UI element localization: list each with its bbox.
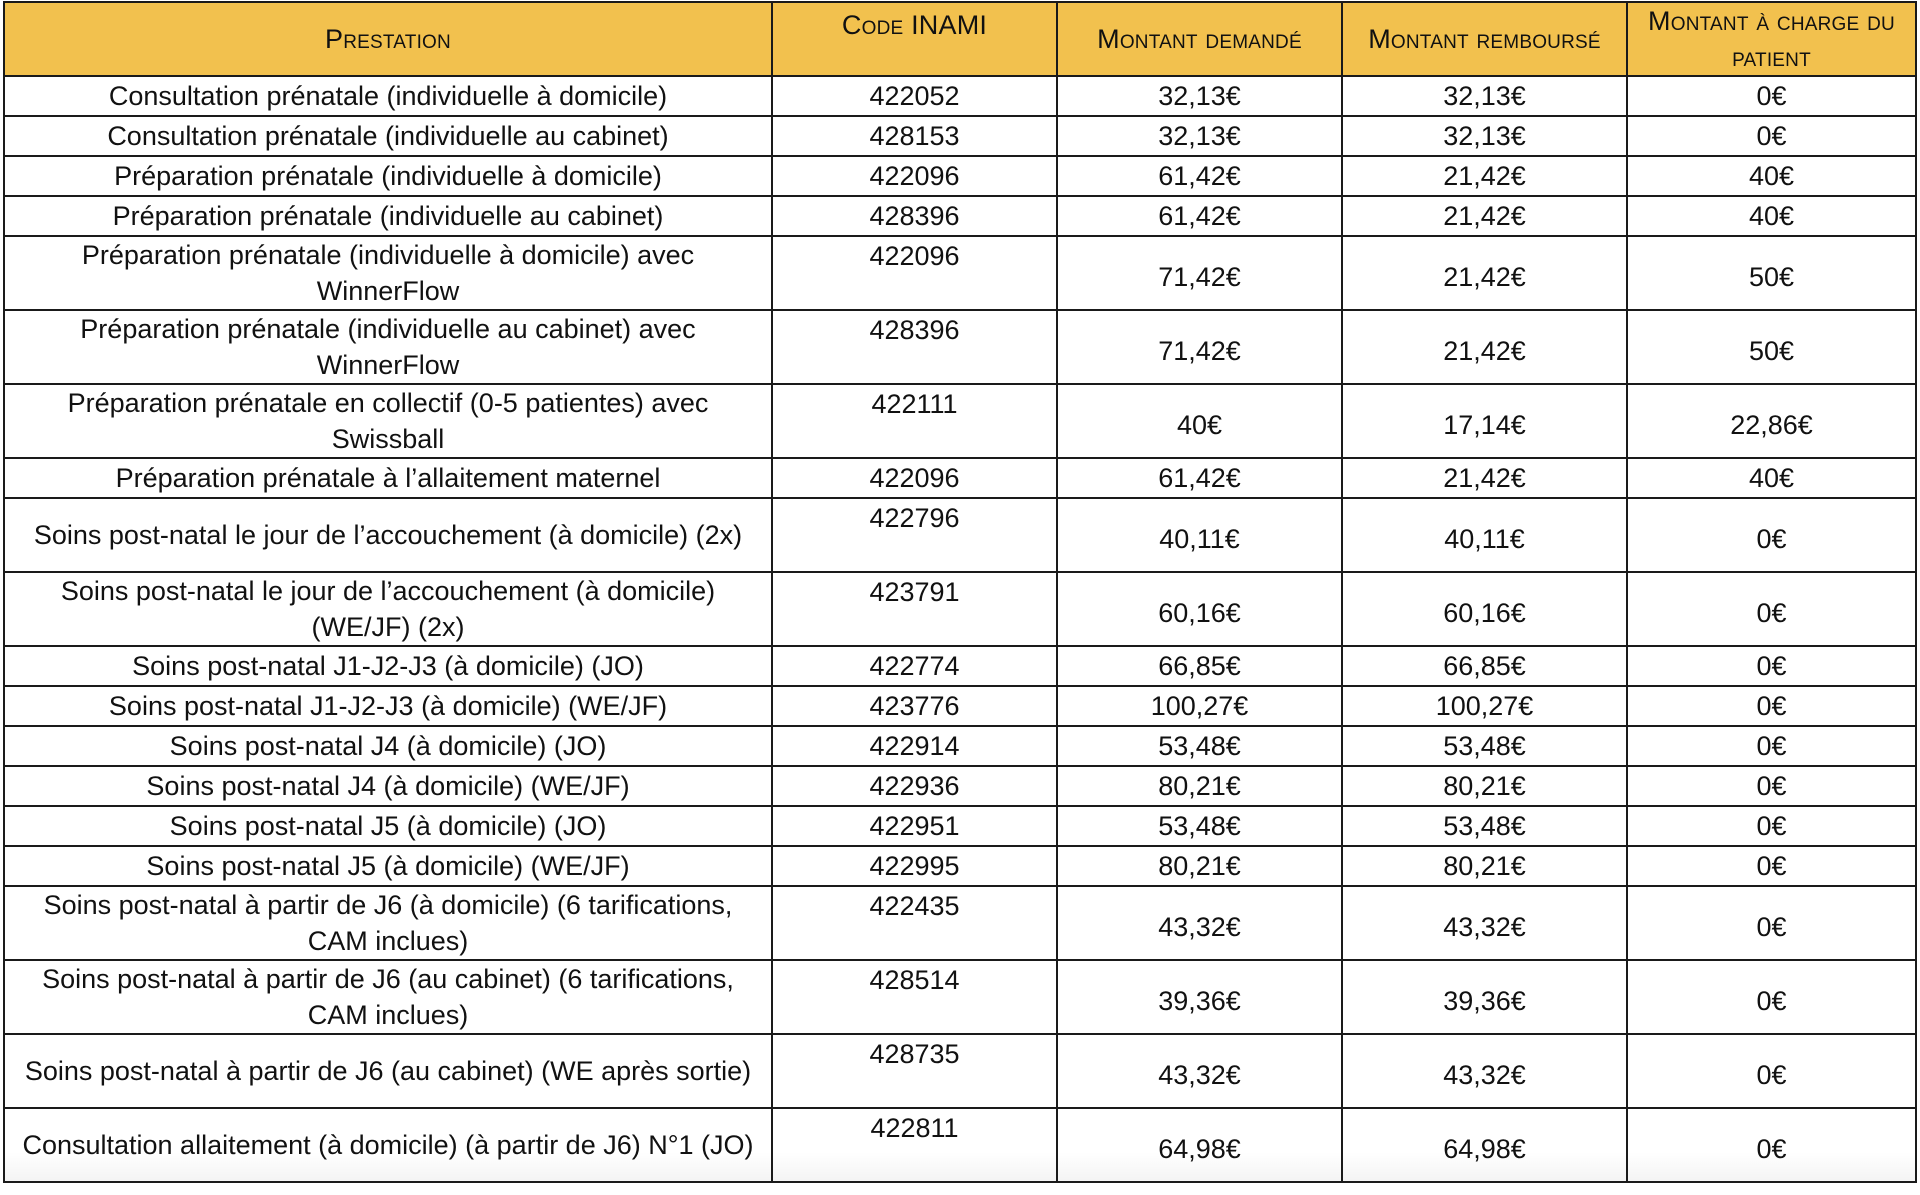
- cell-montant-rembourse: 39,36€: [1342, 960, 1627, 1034]
- cell-montant-patient: 0€: [1627, 806, 1916, 846]
- cell-code-inami: 422811: [772, 1108, 1057, 1182]
- cell-montant-rembourse: 17,14€: [1342, 384, 1627, 458]
- cell-montant-patient: 0€: [1627, 960, 1916, 1034]
- header-montant-demande: Montant demandé: [1057, 2, 1342, 76]
- cell-code-inami: 422995: [772, 846, 1057, 886]
- cell-code-inami: 423791: [772, 572, 1057, 646]
- table-row: [4, 196, 1916, 236]
- cell-code-inami: 422951: [772, 806, 1057, 846]
- cell-code-inami: 428735: [772, 1034, 1057, 1108]
- cell-code-inami: 422096: [772, 156, 1057, 196]
- table-header: [4, 2, 1916, 76]
- cell-prestation: Préparation prénatale (individuelle au cabinet): [4, 196, 772, 236]
- table-row: [4, 766, 1916, 806]
- cell-montant-rembourse: 21,42€: [1342, 458, 1627, 498]
- header-prestation: Prestation: [4, 2, 772, 76]
- cell-montant-demande: 71,42€: [1057, 310, 1342, 384]
- table-row: [4, 1108, 1916, 1182]
- cell-montant-demande: 61,42€: [1057, 196, 1342, 236]
- table-row: [4, 646, 1916, 686]
- table-row: [4, 686, 1916, 726]
- cell-montant-patient: 22,86€: [1627, 384, 1916, 458]
- table-row: [4, 806, 1916, 846]
- cell-code-inami: 428396: [772, 310, 1057, 384]
- cell-prestation: Consultation prénatale (individuelle au cabinet): [4, 116, 772, 156]
- cell-montant-patient: 0€: [1627, 726, 1916, 766]
- table-row: [4, 846, 1916, 886]
- cell-montant-rembourse: 100,27€: [1342, 686, 1627, 726]
- cell-code-inami: 422936: [772, 766, 1057, 806]
- table-row: [4, 726, 1916, 766]
- cell-prestation: Soins post-natal à partir de J6 (au cabinet) (6 tarifications, CAM inclues): [4, 960, 772, 1034]
- cell-code-inami: 422052: [772, 76, 1057, 116]
- cell-code-inami: 422774: [772, 646, 1057, 686]
- cell-code-inami: 422096: [772, 458, 1057, 498]
- cell-montant-demande: 32,13€: [1057, 76, 1342, 116]
- cell-montant-demande: 32,13€: [1057, 116, 1342, 156]
- cell-montant-demande: 100,27€: [1057, 686, 1342, 726]
- cell-montant-rembourse: 80,21€: [1342, 766, 1627, 806]
- cell-montant-rembourse: 21,42€: [1342, 156, 1627, 196]
- cell-montant-demande: 66,85€: [1057, 646, 1342, 686]
- cell-montant-demande: 40€: [1057, 384, 1342, 458]
- cell-code-inami: 422096: [772, 236, 1057, 310]
- cell-prestation: Consultation prénatale (individuelle à domicile): [4, 76, 772, 116]
- table-row: [4, 76, 1916, 116]
- cell-montant-patient: 0€: [1627, 1034, 1916, 1108]
- cell-prestation: Soins post-natal J1-J2-J3 (à domicile) (JO): [4, 646, 772, 686]
- cell-prestation: Préparation prénatale en collectif (0-5 patientes) avec Swissball: [4, 384, 772, 458]
- table-row: [4, 236, 1916, 310]
- cell-code-inami: 422914: [772, 726, 1057, 766]
- table-row: [4, 384, 1916, 458]
- cell-montant-demande: 53,48€: [1057, 726, 1342, 766]
- cell-prestation: Préparation prénatale (individuelle à domicile): [4, 156, 772, 196]
- cell-montant-patient: 0€: [1627, 1108, 1916, 1182]
- cell-montant-rembourse: 64,98€: [1342, 1108, 1627, 1182]
- table-body: [4, 76, 1916, 1182]
- cell-montant-demande: 43,32€: [1057, 886, 1342, 960]
- cell-montant-rembourse: 21,42€: [1342, 236, 1627, 310]
- cell-montant-demande: 71,42€: [1057, 236, 1342, 310]
- cell-montant-demande: 61,42€: [1057, 156, 1342, 196]
- cell-montant-patient: 40€: [1627, 156, 1916, 196]
- cell-montant-rembourse: 66,85€: [1342, 646, 1627, 686]
- cell-montant-patient: 40€: [1627, 458, 1916, 498]
- cell-code-inami: 422796: [772, 498, 1057, 572]
- tariff-table: [3, 1, 1917, 1183]
- cell-code-inami: 422435: [772, 886, 1057, 960]
- cell-prestation: Soins post-natal J1-J2-J3 (à domicile) (WE/JF): [4, 686, 772, 726]
- cell-montant-patient: 0€: [1627, 686, 1916, 726]
- cell-montant-patient: 0€: [1627, 76, 1916, 116]
- cell-montant-rembourse: 53,48€: [1342, 806, 1627, 846]
- cell-montant-rembourse: 60,16€: [1342, 572, 1627, 646]
- cell-prestation: Soins post-natal J4 (à domicile) (JO): [4, 726, 772, 766]
- cell-montant-rembourse: 32,13€: [1342, 116, 1627, 156]
- cell-prestation: Préparation prénatale (individuelle au cabinet) avec WinnerFlow: [4, 310, 772, 384]
- cell-montant-demande: 40,11€: [1057, 498, 1342, 572]
- cell-montant-patient: 0€: [1627, 766, 1916, 806]
- header-code-inami: Code INAMI: [772, 2, 1057, 76]
- table-row: [4, 310, 1916, 384]
- cell-montant-rembourse: 21,42€: [1342, 310, 1627, 384]
- header-montant-rembourse: Montant remboursé: [1342, 2, 1627, 76]
- cell-montant-rembourse: 80,21€: [1342, 846, 1627, 886]
- cell-montant-patient: 50€: [1627, 236, 1916, 310]
- cell-prestation: Soins post-natal le jour de l’accouchement (à domicile) (2x): [4, 498, 772, 572]
- table-row: [4, 458, 1916, 498]
- cell-prestation: Préparation prénatale (individuelle à domicile) avec WinnerFlow: [4, 236, 772, 310]
- cell-montant-rembourse: 53,48€: [1342, 726, 1627, 766]
- cell-prestation: Soins post-natal à partir de J6 (à domicile) (6 tarifications, CAM inclues): [4, 886, 772, 960]
- cell-montant-patient: 0€: [1627, 572, 1916, 646]
- cell-montant-demande: 80,21€: [1057, 766, 1342, 806]
- cell-montant-demande: 39,36€: [1057, 960, 1342, 1034]
- cell-montant-rembourse: 40,11€: [1342, 498, 1627, 572]
- table-row: [4, 572, 1916, 646]
- cell-prestation: Soins post-natal à partir de J6 (au cabinet) (WE après sortie): [4, 1034, 772, 1108]
- table-row: [4, 886, 1916, 960]
- cell-montant-patient: 50€: [1627, 310, 1916, 384]
- cell-montant-demande: 60,16€: [1057, 572, 1342, 646]
- table-row: [4, 960, 1916, 1034]
- header-montant-charge-patient: Montant à charge du patient: [1627, 2, 1916, 76]
- cell-montant-rembourse: 43,32€: [1342, 1034, 1627, 1108]
- cell-prestation: Soins post-natal le jour de l’accouchement (à domicile) (WE/JF) (2x): [4, 572, 772, 646]
- cell-montant-demande: 53,48€: [1057, 806, 1342, 846]
- table-row: [4, 1034, 1916, 1108]
- cell-prestation: Consultation allaitement (à domicile) (à partir de J6) N°1 (JO): [4, 1108, 772, 1182]
- tariff-table-container: [3, 1, 1915, 1183]
- cell-code-inami: 428514: [772, 960, 1057, 1034]
- header-row: [4, 2, 1916, 76]
- cell-montant-demande: 80,21€: [1057, 846, 1342, 886]
- cell-prestation: Préparation prénatale à l’allaitement maternel: [4, 458, 772, 498]
- cell-montant-patient: 0€: [1627, 116, 1916, 156]
- cell-prestation: Soins post-natal J4 (à domicile) (WE/JF): [4, 766, 772, 806]
- cell-montant-patient: 0€: [1627, 846, 1916, 886]
- cell-code-inami: 422111: [772, 384, 1057, 458]
- cell-montant-rembourse: 43,32€: [1342, 886, 1627, 960]
- cell-montant-demande: 43,32€: [1057, 1034, 1342, 1108]
- cell-montant-patient: 40€: [1627, 196, 1916, 236]
- cell-montant-patient: 0€: [1627, 886, 1916, 960]
- cell-montant-demande: 61,42€: [1057, 458, 1342, 498]
- cell-code-inami: 428153: [772, 116, 1057, 156]
- cell-montant-patient: 0€: [1627, 498, 1916, 572]
- cell-prestation: Soins post-natal J5 (à domicile) (JO): [4, 806, 772, 846]
- cell-montant-patient: 0€: [1627, 646, 1916, 686]
- cell-code-inami: 423776: [772, 686, 1057, 726]
- cell-montant-demande: 64,98€: [1057, 1108, 1342, 1182]
- cell-montant-rembourse: 32,13€: [1342, 76, 1627, 116]
- cell-prestation: Soins post-natal J5 (à domicile) (WE/JF): [4, 846, 772, 886]
- table-row: [4, 156, 1916, 196]
- cell-montant-rembourse: 21,42€: [1342, 196, 1627, 236]
- table-row: [4, 498, 1916, 572]
- cell-code-inami: 428396: [772, 196, 1057, 236]
- table-row: [4, 116, 1916, 156]
